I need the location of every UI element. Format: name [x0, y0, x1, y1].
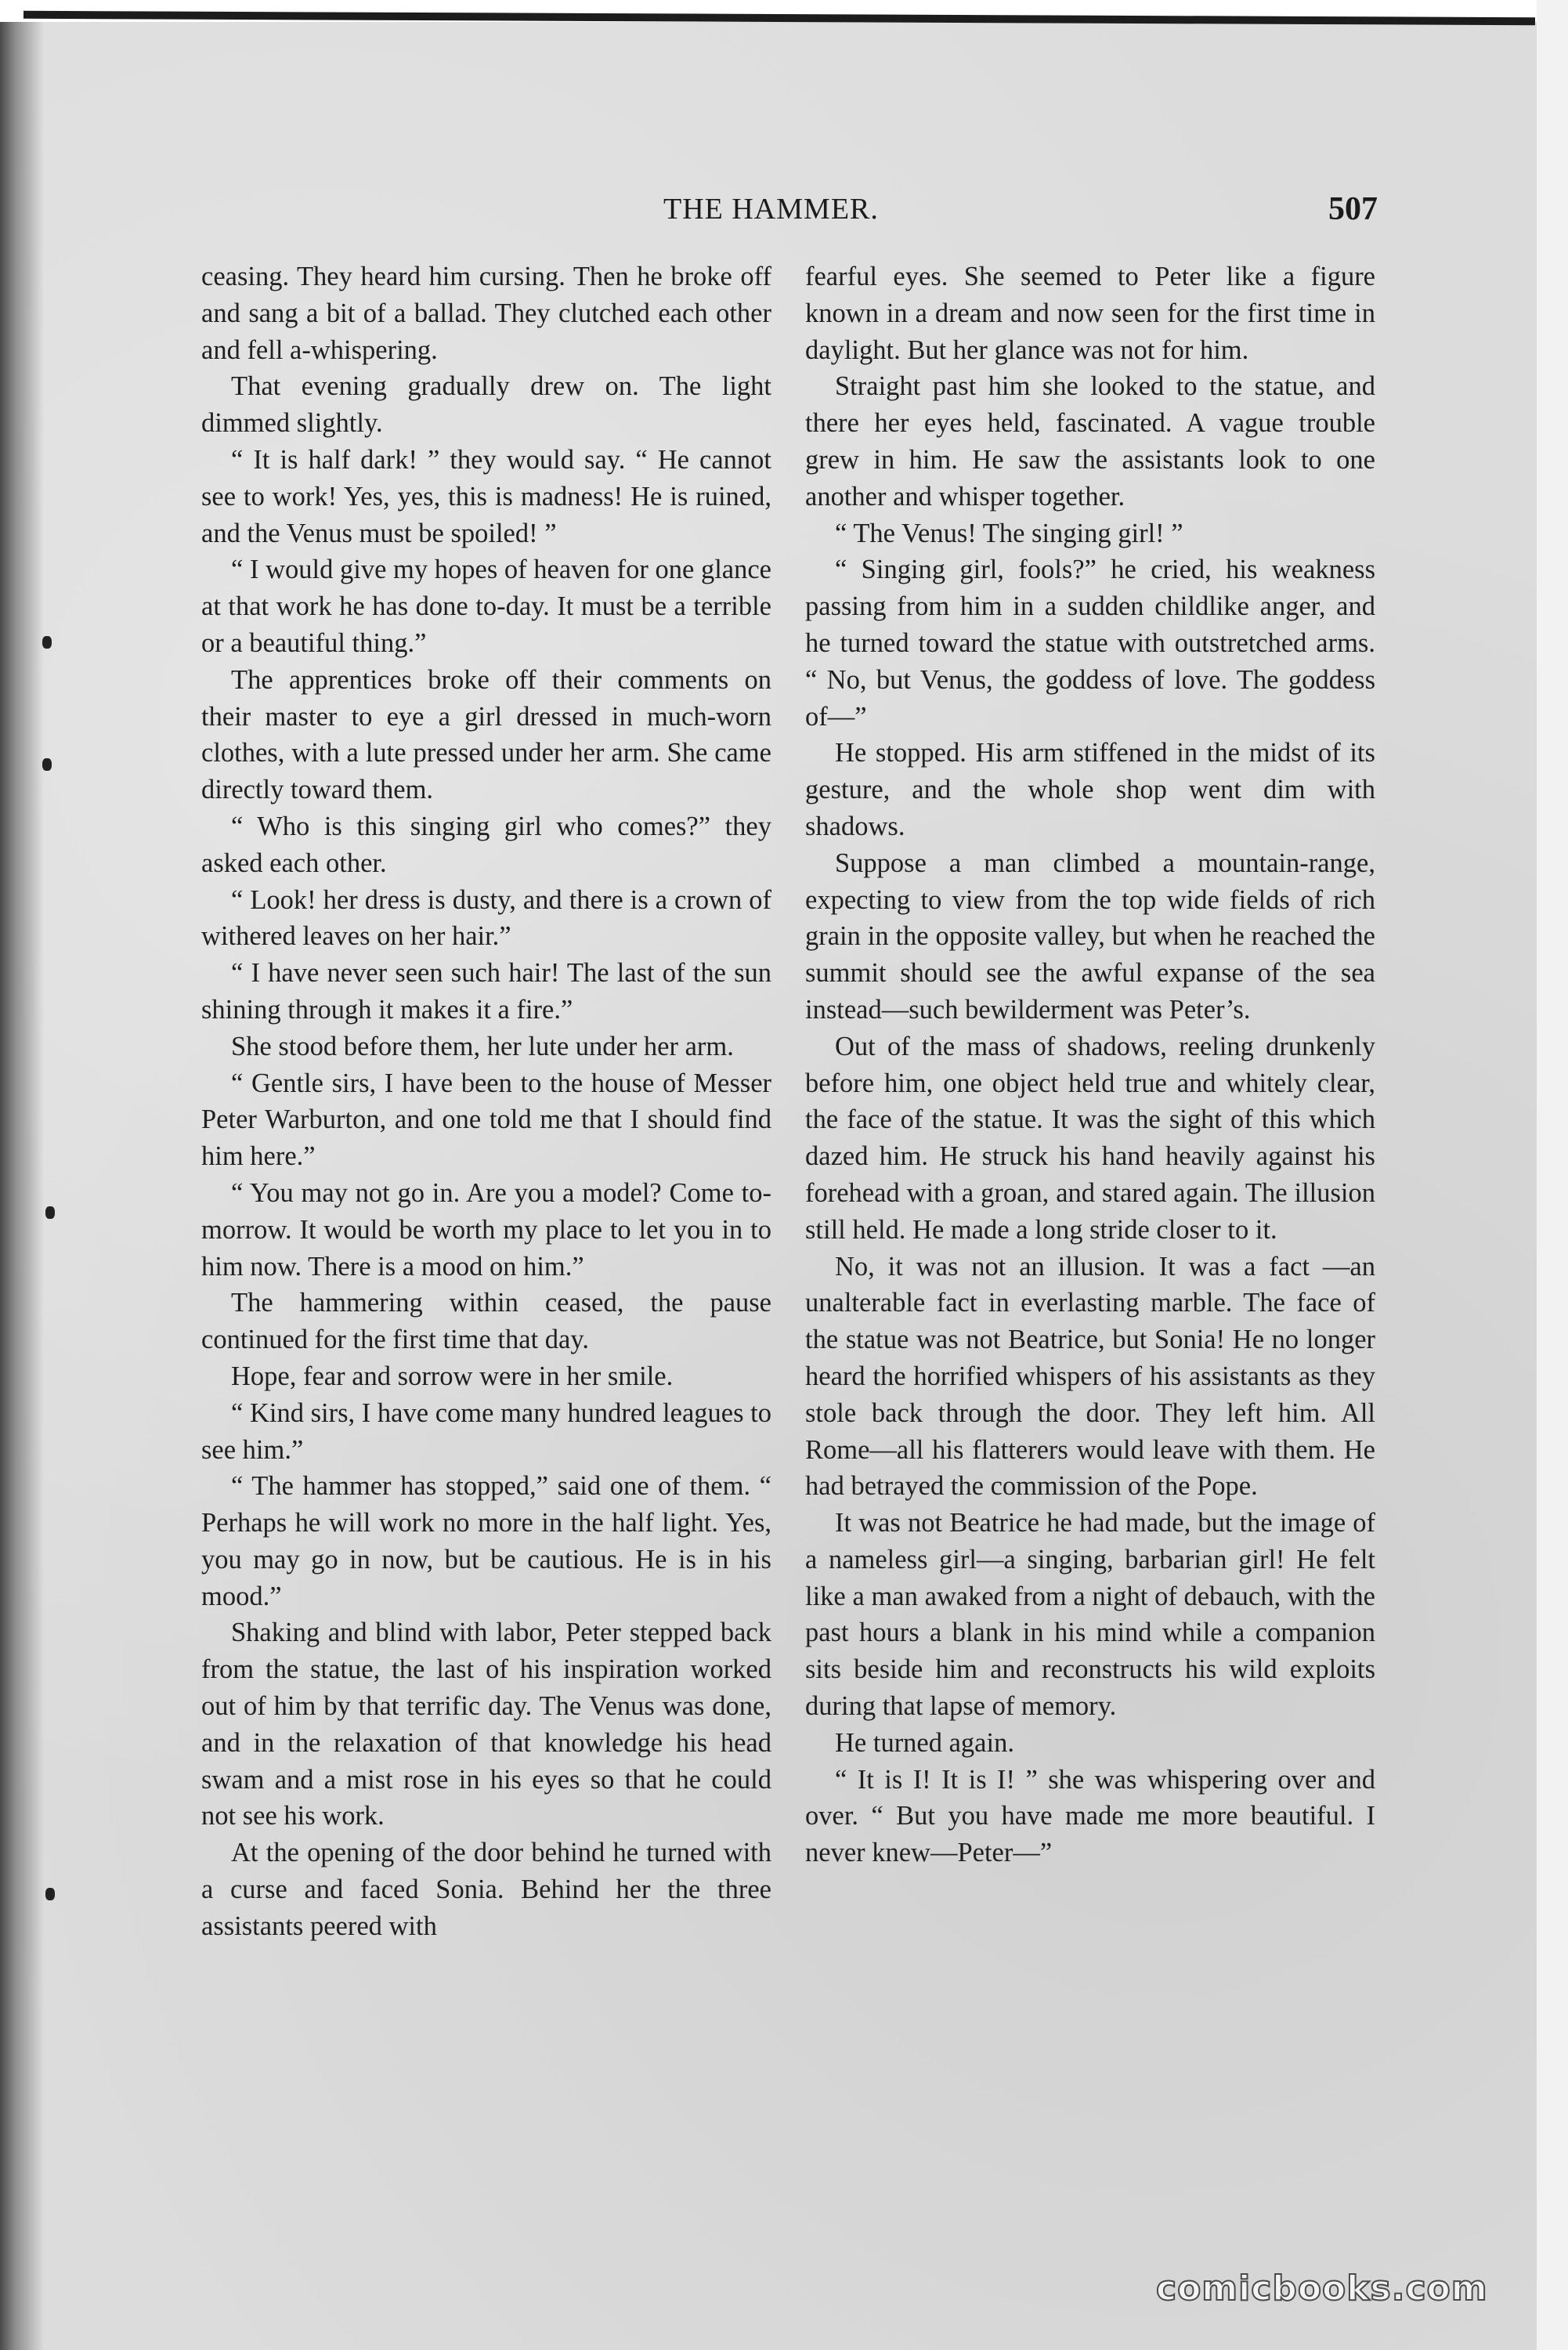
- paragraph: She stood before them, her lute under her arm.: [231, 1031, 734, 1061]
- paragraph: “ Kind sirs, I have come many hundred leagues to see him.”: [201, 1397, 771, 1465]
- paragraph: Shaking and blind with labor, Peter stepped back from the statue, the last of his inspiration worked out of him by that terrific day. The Venus was done, and in the relaxation of that knowledge his head swam and a mist rose in his eyes so that he could not see his work.: [201, 1618, 771, 1831]
- paragraph: “ You may not go in. Are you a model? Come to-morrow. It would be worth my place to let you in to him now. There is a mood on him.”: [201, 1177, 771, 1282]
- paragraph: “ Look! her dress is dusty, and there is a crown of withered leaves on her hair.”: [201, 884, 771, 952]
- paragraph: At the opening of the door behind he turned with a curse and faced Sonia. Behind her the three assistants peered with: [201, 1838, 771, 1941]
- paragraph: ceasing. They heard him cursing. Then he broke off and sang a bit of a ballad. They clutched each other and fell a-whispering.: [201, 262, 771, 365]
- paragraph: “ The hammer has stopped,” said one of them. “ Perhaps he will work no more in the half light. Yes, you may go in now, but be cautious. He is in his mood.”: [201, 1471, 771, 1611]
- paragraph: “ Singing girl, fools?” he cried, his weakness passing from him in a sudden childlike anger, and he turned toward the statue with outstretched arms. “ No, but Venus, the goddess of love. The goddess of—”: [805, 555, 1375, 732]
- right-column: [805, 258, 1375, 1871]
- paragraph: It was not Beatrice he had made, but the image of a nameless girl—a singing, barbarian girl! He felt like a man awaked from a night of debauch, with the past hours a blank in his mind while a companion sits beside him and reconstructs his wild exploits during that lapse of memory.: [805, 1508, 1375, 1722]
- paragraph: No, it was not an illusion. It was a fact —an unalterable fact in everlasting marble. The face of the statue was not Beatrice, but Sonia! He no longer heard the horrified whispers of his assistants as they stole back through the door. They left him. All Rome—all his flatterers would leave with them. He had betrayed the commission of the Pope.: [805, 1251, 1375, 1502]
- paragraph: “ I would give my hopes of heaven for one glance at that work he has done to-day. It must be a terrible or a beautiful thing.”: [201, 555, 771, 658]
- paragraph: “ Gentle sirs, I have been to the house of Messer Peter Warburton, and one told me that I should find him here.”: [201, 1068, 771, 1172]
- page-number: 507: [1328, 191, 1378, 227]
- paragraph: The apprentices broke off their comments on their master to eye a girl dressed in much-worn clothes, with a lute pressed under her arm. She came directly toward them.: [201, 664, 771, 805]
- paragraph: fearful eyes. She seemed to Peter like a figure known in a dream and now seen for the first time in daylight. But her glance was not for him.: [805, 262, 1375, 365]
- binding-hole-4: [45, 1888, 55, 1900]
- paragraph: He turned again.: [835, 1727, 1014, 1758]
- paragraph: Straight past him she looked to the statue, and there her eyes held, fascinated. A vague trouble grew in him. He saw the assistants look to one another and whisper together.: [805, 371, 1375, 512]
- paragraph: “ The Venus! The singing girl! ”: [835, 518, 1183, 548]
- paragraph: “ I have never seen such hair! The last of the sun shining through it makes it a fire.”: [201, 958, 771, 1025]
- paragraph: The hammering within ceased, the pause continued for the first time that day.: [201, 1288, 771, 1355]
- paragraph: That evening gradually drew on. The light dimmed slightly.: [201, 371, 771, 439]
- binding-hole-1: [42, 636, 52, 649]
- paragraph: “ It is half dark! ” they would say. “ He cannot see to work! Yes, yes, this is madness! He is ruined, and the Venus must be spoiled! ”: [201, 444, 771, 548]
- paragraph: Out of the mass of shadows, reeling drunkenly before him, one object held true and whitely clear, the face of the statue. It was the sight of this which dazed him. He struck his hand heavily against his forehead with a groan, and stared again. The illusion still held. He made a long stride closer to it.: [805, 1031, 1375, 1245]
- paragraph: Suppose a man climbed a mountain-range, expecting to view from the top wide fields of rich grain in the opposite valley, but when he reached the summit should see the awful expanse of the sea instead—such bewilderment was Peter’s.: [805, 848, 1375, 1025]
- binding-hole-3: [45, 1206, 55, 1219]
- binding-shadow: [0, 22, 44, 2350]
- paragraph: He stopped. His arm stiffened in the midst of its gesture, and the whole shop went dim with shadows.: [805, 738, 1375, 841]
- paragraph: “ Who is this singing girl who comes?” they asked each other.: [201, 811, 771, 878]
- paragraph: “ It is I! It is I! ” she was whispering over and over. “ But you have made me more beautiful. I never knew—Peter—”: [805, 1764, 1375, 1868]
- left-column: [201, 258, 771, 1945]
- binding-hole-2: [42, 758, 52, 771]
- paragraph: Hope, fear and sorrow were in her smile.: [231, 1361, 674, 1391]
- running-title: THE HAMMER.: [663, 193, 879, 226]
- site-watermark: comicbooks.com: [1156, 2269, 1488, 2308]
- scanner-bed-right: [1537, 0, 1568, 2350]
- running-head: [201, 190, 1376, 234]
